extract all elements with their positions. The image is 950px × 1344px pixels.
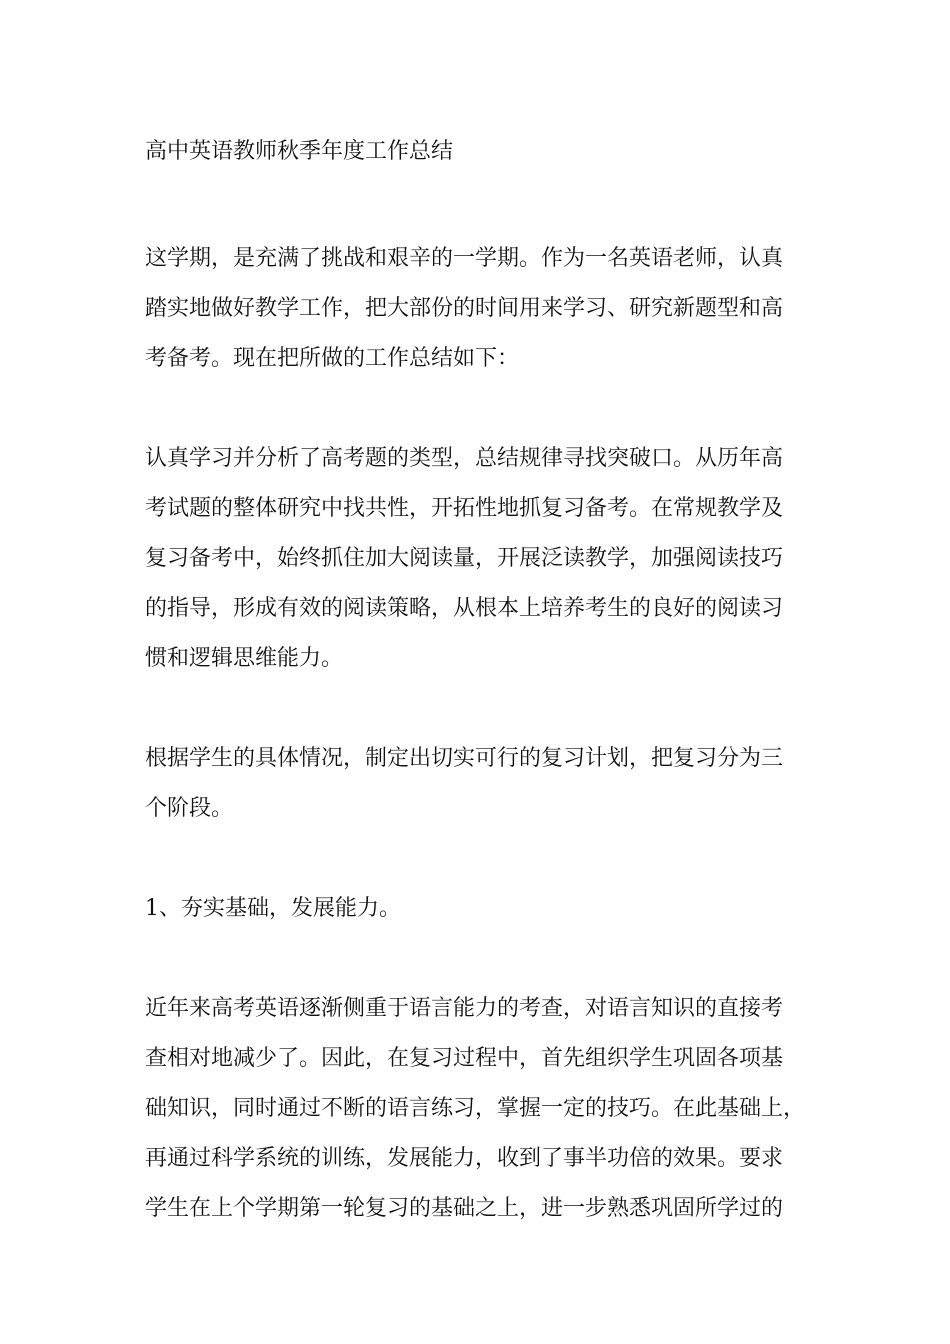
paragraph-line: 惯和逻辑思维能力。 [145, 646, 344, 671]
paragraph-plan [145, 734, 825, 834]
paragraph-line: 考备考。现在把所做的工作总结如下： [145, 346, 520, 371]
paragraph-intro [145, 234, 825, 384]
paragraph-line: 再通过科学系统的训练，发展能力，收到了事半功倍的效果。要求 [145, 1146, 784, 1171]
paragraph-line: 个阶段。 [145, 796, 234, 821]
paragraph-line: 查相对地减少了。因此，在复习过程中，首先组织学生巩固各项基 [145, 1046, 784, 1071]
paragraph-line: 根据学生的具体情况，制定出切实可行的复习计划，把复习分为三 [145, 746, 784, 771]
section-heading-1 [145, 884, 825, 934]
paragraph-line: 的指导，形成有效的阅读策略，从根本上培养考生的良好的阅读习 [145, 596, 784, 621]
paragraph-foundation [145, 984, 825, 1234]
paragraph-line: 认真学习并分析了高考题的类型，总结规律寻找突破口。从历年高 [145, 446, 784, 471]
paragraph-line: 1、夯实基础，发展能力。 [145, 896, 401, 921]
paragraph-analysis [145, 434, 825, 684]
paragraph-line: 复习备考中，始终抓住加大阅读量，开展泛读教学，加强阅读技巧 [145, 546, 784, 571]
paragraph-line: 考试题的整体研究中找共性，开拓性地抓复习备考。在常规教学及 [145, 496, 784, 521]
document-title: 高中英语教师秋季年度工作总结 [145, 139, 454, 164]
paragraph-line: 近年来高考英语逐渐侧重于语言能力的考查，对语言知识的直接考 [145, 996, 784, 1021]
document-body [145, 134, 825, 1284]
paragraph-line: 这学期，是充满了挑战和艰辛的一学期。作为一名英语老师，认真 [145, 246, 784, 271]
paragraph-line: 踏实地做好教学工作，把大部份的时间用来学习、研究新题型和高 [145, 296, 784, 321]
paragraph-line: 础知识，同时通过不断的语言练习，掌握一定的技巧。在此基础上， [145, 1096, 806, 1121]
paragraph-line: 学生在上个学期第一轮复习的基础之上，进一步熟悉巩固所学过的 [145, 1196, 784, 1221]
